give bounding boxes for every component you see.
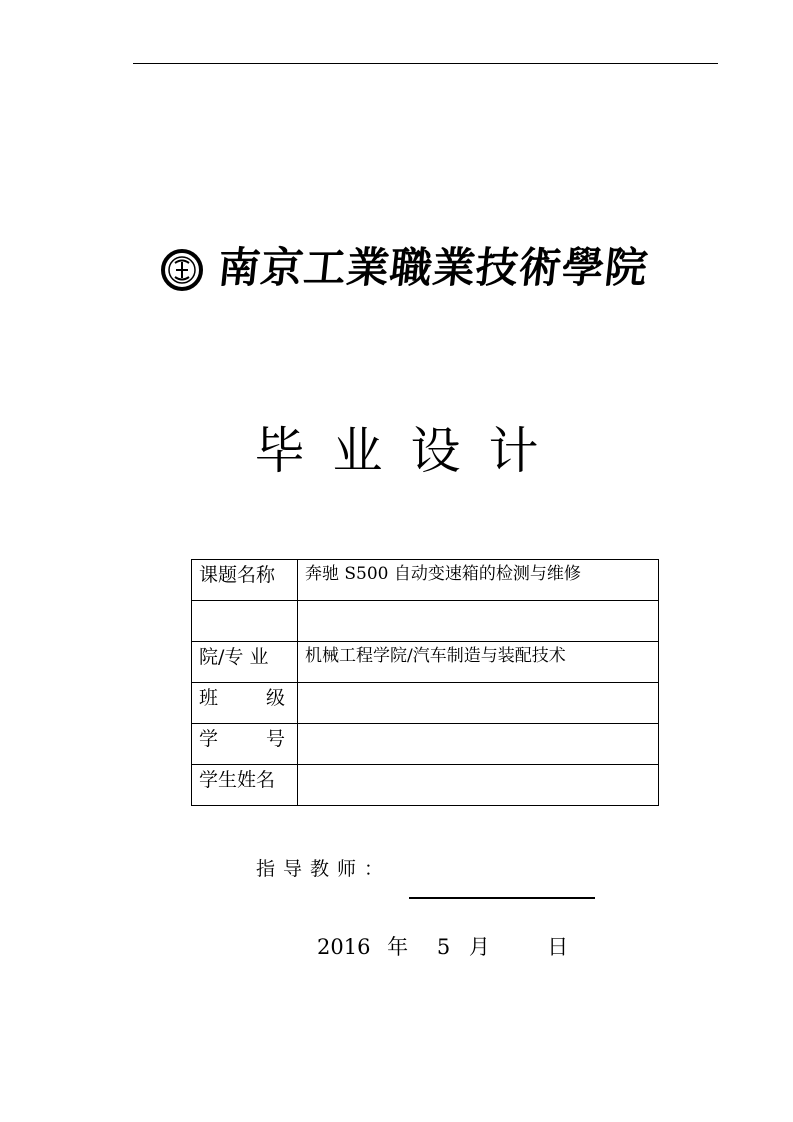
table-row <box>192 642 659 683</box>
date-month: 5 <box>436 935 451 959</box>
table-row <box>192 601 659 642</box>
table-row <box>192 724 659 765</box>
date-line <box>317 932 568 962</box>
date-day-unit: 日 <box>547 935 569 959</box>
date-month-unit: 月 <box>468 935 490 959</box>
student-name-value[interactable] <box>298 765 659 806</box>
class-label-char: 级 <box>265 687 285 709</box>
date-year-unit: 年 <box>387 935 409 959</box>
supervisor-signature-line[interactable] <box>409 897 595 899</box>
header-rule <box>133 63 718 64</box>
school-seal-icon <box>160 248 204 292</box>
student-id-label <box>192 724 298 765</box>
topic-value[interactable]: 奔驰 S500 自动变速箱的检测与维修 <box>298 560 659 601</box>
thesis-info-table <box>191 559 659 806</box>
topic-value-continued[interactable] <box>298 601 659 642</box>
student-name-label: 学生姓名 <box>192 765 298 806</box>
school-logo <box>160 240 651 296</box>
title-char: 计 <box>488 422 539 480</box>
title-char: 业 <box>332 422 383 480</box>
table-row <box>192 765 659 806</box>
department-major-label: 院/专 业 <box>192 642 298 683</box>
department-major-value[interactable]: 机械工程学院/汽车制造与装配技术 <box>298 642 659 683</box>
school-name: 南京工業職業技術學院 <box>215 243 651 292</box>
title-char: 毕 <box>254 422 305 480</box>
document-title <box>0 418 793 484</box>
topic-label-continued <box>192 601 298 642</box>
student-id-label-char: 号 <box>265 728 285 750</box>
class-value[interactable] <box>298 683 659 724</box>
student-id-label-char: 学 <box>199 728 219 750</box>
table-row <box>192 560 659 601</box>
table-row <box>192 683 659 724</box>
student-id-value[interactable] <box>298 724 659 765</box>
class-label-char: 班 <box>199 687 219 709</box>
date-year: 2016 <box>317 935 371 959</box>
topic-label: 课题名称 <box>192 560 298 601</box>
class-label <box>192 683 298 724</box>
title-char: 设 <box>410 422 461 480</box>
supervisor-label: 指导教师： <box>256 858 392 880</box>
